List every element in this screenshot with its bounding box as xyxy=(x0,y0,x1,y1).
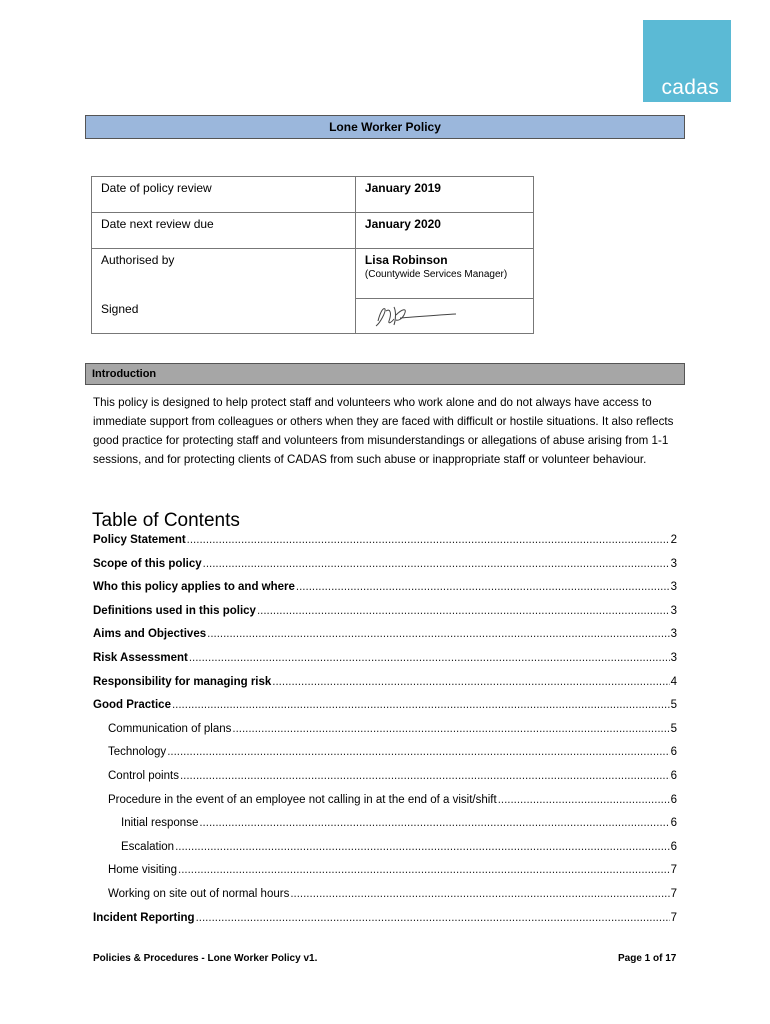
next-review-value: January 2020 xyxy=(355,213,533,249)
toc-entry-page: 5 xyxy=(670,722,677,735)
toc-entry-page: 6 xyxy=(670,817,677,830)
toc-entry[interactable] xyxy=(93,534,677,554)
table-row xyxy=(92,249,534,299)
toc-heading: Table of Contents xyxy=(92,510,240,531)
toc-entry[interactable] xyxy=(108,746,677,766)
table-row xyxy=(92,177,534,213)
toc-entry-page: 3 xyxy=(670,604,677,617)
toc-entry-title: Incident Reporting xyxy=(93,911,195,924)
toc-entry-page: 4 xyxy=(670,675,677,688)
toc-leader-dots xyxy=(207,628,669,640)
toc-leader-dots xyxy=(498,794,670,806)
toc-entry-page: 7 xyxy=(670,888,677,900)
toc-leader-dots xyxy=(172,699,670,711)
authorised-by-value: Lisa Robinson xyxy=(364,253,448,267)
toc-entry-page: 3 xyxy=(670,557,677,570)
footer-document-name: Policies & Procedures - Lone Worker Policy v1. xyxy=(93,953,318,964)
toc-entry-title: Policy Statement xyxy=(93,534,186,546)
toc-entry-title: Good Practice xyxy=(93,699,171,712)
policy-review-table xyxy=(91,176,534,334)
toc-leader-dots xyxy=(272,676,669,688)
authorised-by-role: (Countywide Services Manager) xyxy=(364,269,508,280)
toc-entry-title: Aims and Objectives xyxy=(93,628,207,641)
toc-entry-title: Communication of plans xyxy=(108,722,232,735)
toc-entry[interactable] xyxy=(121,817,677,837)
cadas-logo xyxy=(643,20,731,102)
toc-entry-page: 3 xyxy=(670,628,677,641)
toc-leader-dots xyxy=(180,770,670,782)
introduction-heading-bar xyxy=(85,363,685,385)
toc-entry-title: Responsibility for managing risk xyxy=(93,675,272,688)
toc-entry[interactable] xyxy=(108,888,677,908)
toc-entry[interactable] xyxy=(93,558,677,578)
toc-entry-page: 6 xyxy=(670,840,677,853)
toc-entry-title: Escalation xyxy=(121,840,175,853)
toc-entry[interactable] xyxy=(108,794,677,814)
introduction-heading: Introduction xyxy=(92,368,157,380)
toc-entry[interactable] xyxy=(121,841,677,861)
toc-entry-page: 3 xyxy=(670,652,677,664)
toc-entry-page: 6 xyxy=(670,793,677,806)
toc-entry[interactable] xyxy=(93,605,677,625)
table-row xyxy=(92,298,534,333)
toc-leader-dots xyxy=(175,841,670,853)
table-row xyxy=(92,213,534,249)
toc-entry-title: Initial response xyxy=(121,817,199,830)
logo-text: cadas xyxy=(661,76,719,99)
toc-entry-page: 6 xyxy=(670,746,677,759)
authorised-by-label: Authorised by xyxy=(92,249,356,299)
toc-entry-page: 7 xyxy=(670,864,677,877)
authorised-by-cell xyxy=(355,249,533,299)
document-title: Lone Worker Policy xyxy=(329,120,441,134)
toc-entry[interactable] xyxy=(108,723,677,743)
toc-entry-title: Working on site out of normal hours xyxy=(108,888,290,900)
toc-leader-dots xyxy=(167,746,669,758)
footer-page-number: Page 1 of 17 xyxy=(618,953,677,964)
toc-leader-dots xyxy=(189,652,670,664)
review-date-label: Date of policy review xyxy=(92,177,356,213)
signature-image xyxy=(356,299,516,333)
toc-leader-dots xyxy=(290,888,669,900)
toc-entry-title: Control points xyxy=(108,770,179,782)
toc-entry[interactable] xyxy=(93,628,677,648)
toc-leader-dots xyxy=(196,912,670,924)
signed-label: Signed xyxy=(92,298,356,333)
toc-entry[interactable] xyxy=(108,864,677,884)
toc-entry-title: Procedure in the event of an employee not calling in at the end of a visit/shift xyxy=(108,793,497,806)
toc-entry-title: Definitions used in this policy xyxy=(93,604,256,617)
toc-leader-dots xyxy=(178,864,670,876)
toc-leader-dots xyxy=(232,723,669,735)
review-date-value: January 2019 xyxy=(355,177,533,213)
toc-entry[interactable] xyxy=(93,581,677,601)
toc-entry[interactable] xyxy=(93,912,677,932)
toc-entry[interactable] xyxy=(93,676,677,696)
toc-entry[interactable] xyxy=(93,652,677,672)
toc-entry-page: 2 xyxy=(670,534,677,546)
signature-cell xyxy=(355,298,533,333)
toc-entry[interactable] xyxy=(93,699,677,719)
introduction-body: This policy is designed to help protect staff and volunteers who work alone and do not always have access to immediate support from colleagues or others when they are faced with difficult or hostile situations. It also reflects good practice for protecting staff and volunteers from misunderstandings or allegations of abuse arising from 1-1 sessions, and for protecting clients of CADAS from such abuse or inappropriate staff or volunteer behaviour. xyxy=(93,396,674,466)
toc-entry-title: Who this policy applies to and where xyxy=(93,581,295,594)
toc-entry-page: 6 xyxy=(670,770,677,782)
toc-leader-dots xyxy=(296,581,670,593)
toc-entry-title: Home visiting xyxy=(108,864,178,877)
toc-entry-page: 7 xyxy=(670,911,677,924)
toc-entry-page: 3 xyxy=(670,581,677,594)
toc-leader-dots xyxy=(203,558,670,570)
toc-leader-dots xyxy=(199,817,669,829)
toc-entry-title: Risk Assessment xyxy=(93,652,188,664)
document-title-bar xyxy=(85,115,685,139)
next-review-label: Date next review due xyxy=(92,213,356,249)
toc-leader-dots xyxy=(187,534,670,546)
toc-entry[interactable] xyxy=(108,770,677,790)
toc-leader-dots xyxy=(257,605,670,617)
toc-entry-title: Scope of this policy xyxy=(93,557,202,570)
toc-entry-page: 5 xyxy=(670,699,677,712)
toc-entry-title: Technology xyxy=(108,746,167,759)
